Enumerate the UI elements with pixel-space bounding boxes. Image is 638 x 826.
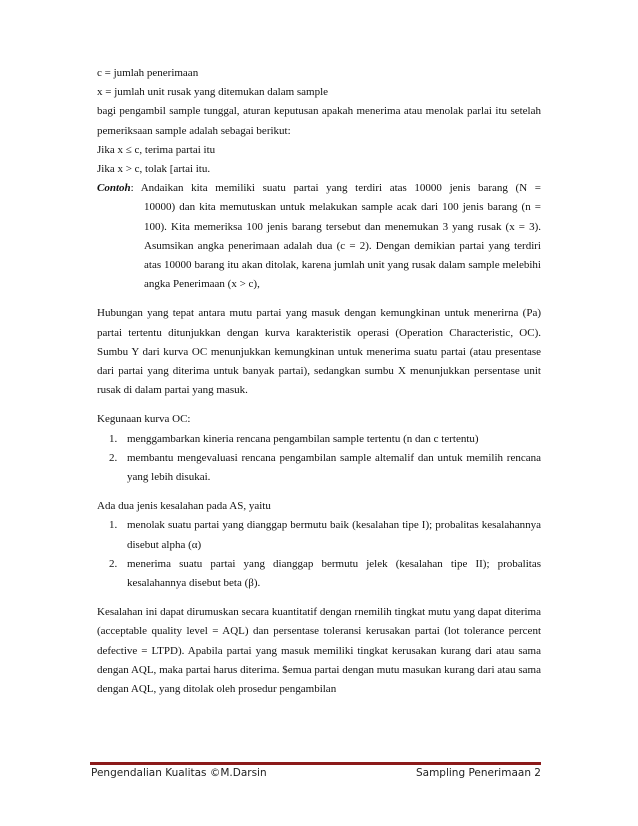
error-types-heading: Ada dua jenis kesalahan pada AS, yaitu [97,500,271,513]
footer-rule [90,762,541,765]
definition-c: c = jumlah penerimaan [97,67,199,79]
list-item: 1. menggambarkan kineria rencana pengambilan sample tertentu (n dan c tertentu) [109,432,479,445]
oc-uses-list [97,430,541,488]
decision-rule-intro: bagi pengambil sample tunggal, aturan keputusan apakah menerima atau menolak parlai itu setelah pemeriksaan sample adalah sebagai berikut: [97,105,541,137]
definition-x: x = jumlah unit rusak yang ditemukan dalam sample [97,86,329,99]
aql-ltpd-paragraph: Kesalahan ini dapat dirumuskan secara kuantitatif dengan rnemilih tingkat mutu yang dapat diterima (acceptable quality level = AQL) dan persentase toleransi kerusakan partai (lot tolerance percent defective = LTPD). Apabila partai yang masuk memiliki tingkat kerusakan kurang dari atau sama dengan AQL, maka partai harus diterima. $emua partai dengan mutu masukan kurang dari atau sama dengan AQL, yang ditolak oleh prosedur pengambilan [97,606,541,696]
rule-reject: Jika x > c, tolak [artai itu. [97,163,211,176]
list-item: 1. menolak suatu partai yang dianggap bermutu baik (kesalahan tipe I); probalitas kesalahannya disebut alpha (α) [109,519,541,551]
example-body: 10000) dan kita memutuskan untuk melakukan sample acak dari 100 jenis barang (n = 100). Kita memeriksa 100 jenis barang tersebut dan menemukan 3 yang rusak (x = 3). Asumsikan angka penerimaan adalah dua (c = 2). Dengan demikian partai yang terdiri atas 10000 barang itu akan ditolak, karena jumlah unit yang rusak dalam sample melebihi angka Penerimaan (x > c), [144,201,541,291]
oc-curve-paragraph: Hubungan yang tepat antara mutu partai yang masuk dengan kemungkinan untuk menerirna (Pa) partai tertentu ditunjukkan dengan kurva karakteristik operasi (Operation Characteristic, OC). Sumbu Y dari kurva OC menunjukkan kemungkinan untuk menerima suatu partai (atau presentase dari partai yang diterima untuk banyak partai), sedangkan sumbu X menunjukkan persentase unit rusak di dalam partai yang masuk. [97,307,541,397]
example-label: Contoh [97,182,131,195]
footer-left: Pengendalian Kualitas ©M.Darsin [91,767,267,779]
oc-uses-heading: Kegunaan kurva OC: [97,413,191,426]
error-types-list [97,516,541,593]
list-item: 2. membantu mengevaluasi rencana pengambilan sample altemalif dan untuk memilih rencana yang lebih disukai. [109,451,541,484]
page-footer [91,767,541,779]
document-body [97,64,541,699]
example-first-line [97,179,541,198]
example-first-text: : Andaikan kita memiliki suatu partai yang terdiri atas 10000 jenis barang (N = [130,182,541,195]
list-item: 2. menerima suatu partai yang dianggap bermutu jelek (kesalahan tipe II); probalitas kesalahannya disebut beta (β). [109,557,541,590]
rule-accept: Jika x ≤ c, terima partai itu [97,143,216,156]
footer-right: Sampling Penerimaan 2 [415,767,541,779]
